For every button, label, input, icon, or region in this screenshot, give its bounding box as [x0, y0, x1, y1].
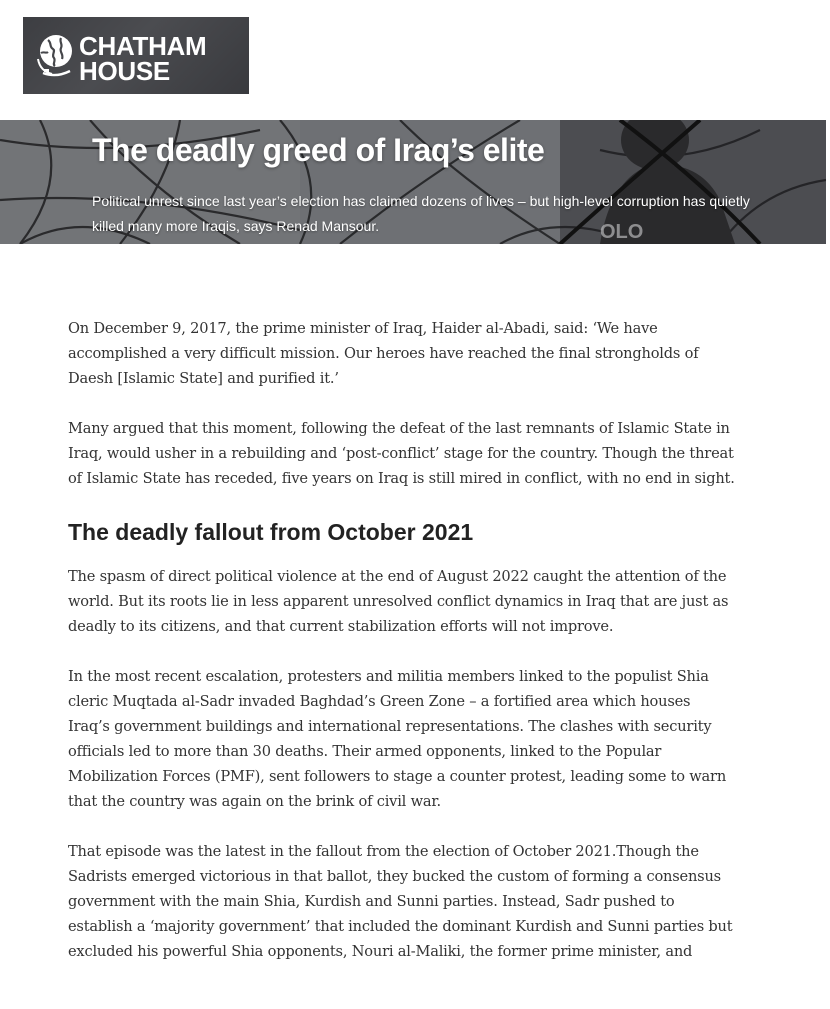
hero-banner: [0, 120, 826, 244]
section-heading: The deadly fallout from October 2021: [68, 519, 474, 545]
hero-bg-shirt-text: OLO: [600, 221, 644, 243]
logo-line-1: CHATHAM: [79, 31, 207, 61]
logo-line-2: HOUSE: [79, 56, 170, 86]
article-paragraph: Many argued that this moment, following the defeat of the last remnants of Islamic State in Iraq, would usher in a rebuilding and ‘post-conflict’ stage for the country. Though the threat of Islamic State has receded, five years on Iraq is still mired in conflict, with no end in sight.: [68, 420, 735, 487]
logo-wordmark: [79, 31, 207, 86]
chatham-house-logo[interactable]: [23, 17, 249, 94]
article-paragraph: On December 9, 2017, the prime minister of Iraq, Haider al-Abadi, said: ‘We have accomplished a very difficult mission. Our heroes have reached the final strongholds of Daesh [Islamic State] and purified it.’: [68, 320, 699, 387]
globe-icon: [34, 31, 78, 81]
article-body: [68, 316, 736, 989]
article-paragraph: The spasm of direct political violence at the end of August 2022 caught the attention of the world. But its roots lie in less apparent unresolved conflict dynamics in Iraq that are just as deadly to its citizens, and that current stabilization efforts will not improve.: [68, 568, 729, 635]
article-paragraph: That episode was the latest in the fallout from the election of October 2021.Though the Sadrists emerged victorious in that ballot, they bucked the custom of forming a consensus government with the main Shia, Kurdish and Sunni parties. Instead, Sadr pushed to establish a ‘majority government’ that included the dominant Kurdish and Sunni parties but excluded his powerful Shia opponents, Nouri al-Maliki, the former prime minister, and: [68, 843, 733, 960]
page-subtitle: Political unrest since last year’s election has claimed dozens of lives – but high-level corruption has quietly killed many more Iraqis, says Renad Mansour.: [92, 193, 750, 234]
article-paragraph: In the most recent escalation, protesters and militia members linked to the populist Shia cleric Muqtada al-Sadr invaded Baghdad’s Green Zone – a fortified area which houses Iraq’s government buildings and international representations. The clashes with security officials led to more than 30 deaths. Their armed opponents, linked to the Popular Mobilization Forces (PMF), sent followers to stage a counter protest, leading some to warn that the country was again on the brink of civil war.: [68, 668, 727, 810]
page-title: The deadly greed of Iraq’s elite: [92, 132, 545, 168]
